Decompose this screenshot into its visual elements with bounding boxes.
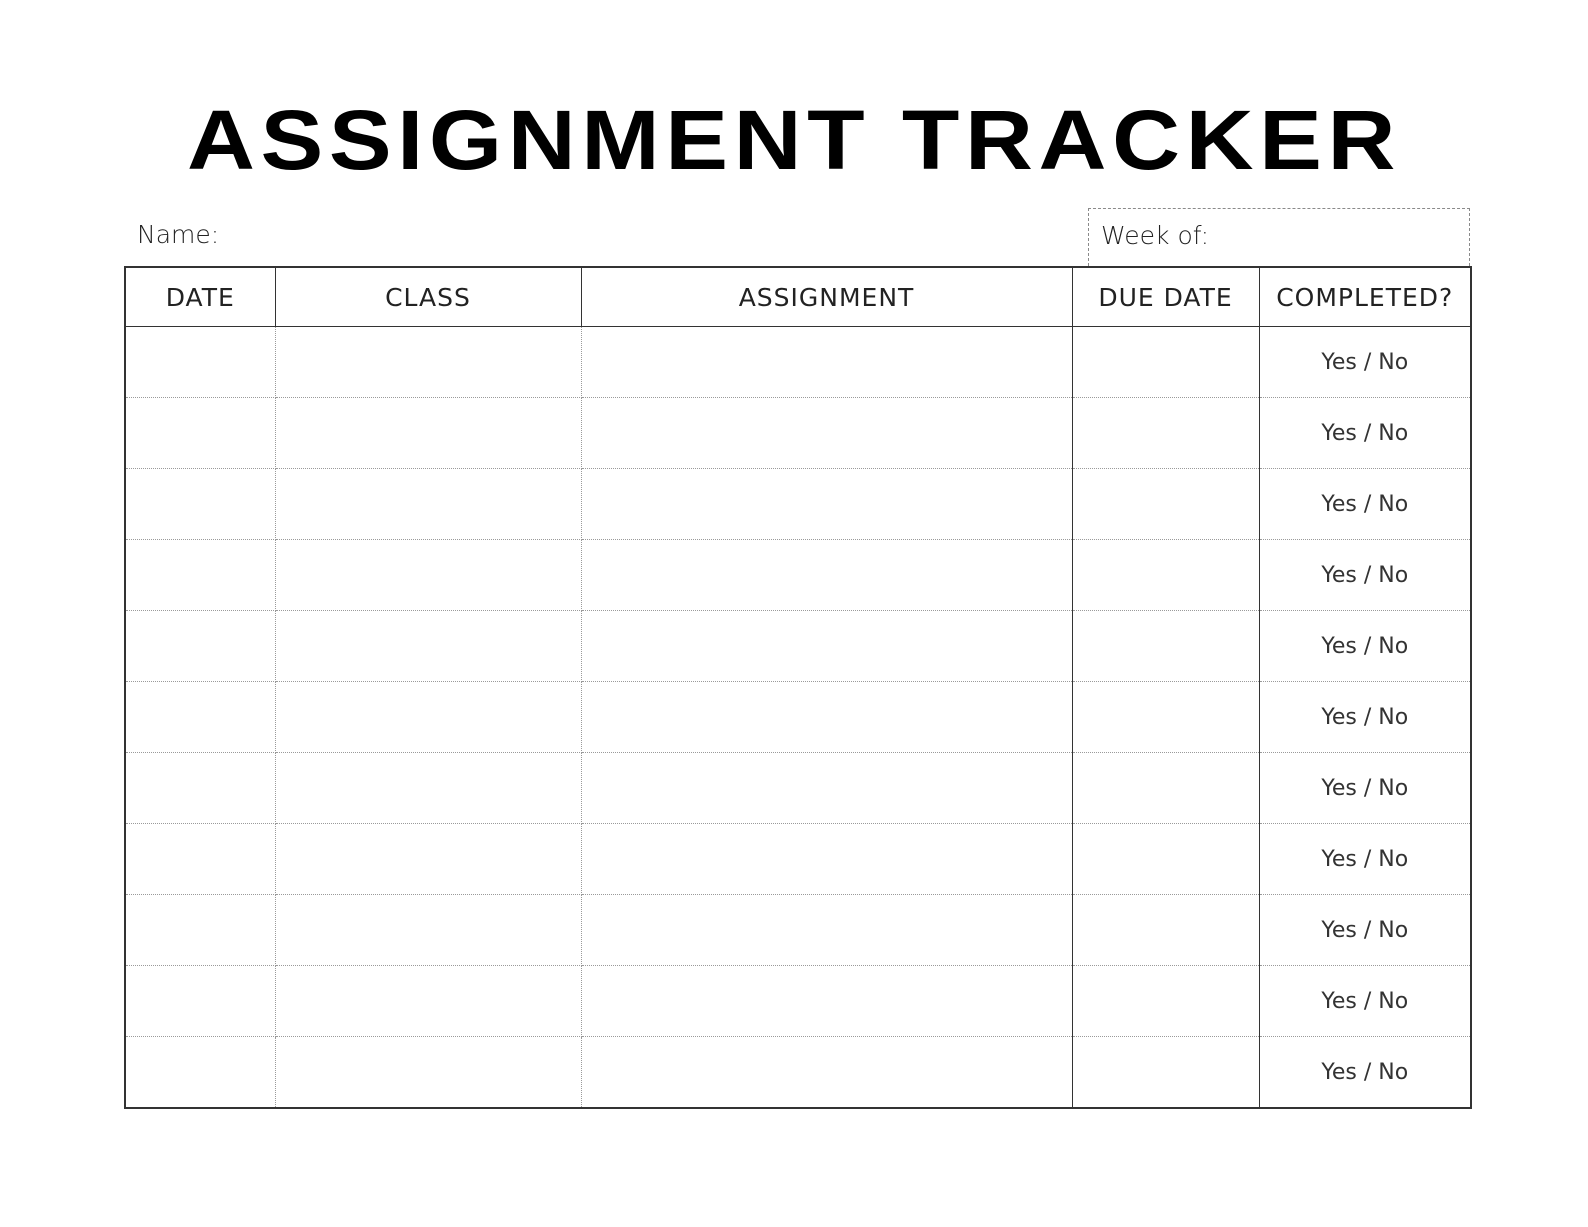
- class-cell[interactable]: [275, 327, 581, 398]
- table-row: [125, 895, 1471, 966]
- table-row: [125, 469, 1471, 540]
- assignment-cell[interactable]: [581, 1037, 1072, 1109]
- assignment-cell[interactable]: [581, 682, 1072, 753]
- week-of-label: Week of:: [1101, 221, 1210, 250]
- date-cell[interactable]: [125, 469, 275, 540]
- class-cell[interactable]: [275, 966, 581, 1037]
- table-row: [125, 966, 1471, 1037]
- date-cell[interactable]: [125, 327, 275, 398]
- table-row: [125, 682, 1471, 753]
- date-cell[interactable]: [125, 611, 275, 682]
- class-cell[interactable]: [275, 398, 581, 469]
- page-title: ASSIGNMENT TRACKER: [186, 93, 1402, 187]
- class-cell[interactable]: [275, 1037, 581, 1109]
- week-of-field[interactable]: [1088, 208, 1470, 266]
- class-cell[interactable]: [275, 540, 581, 611]
- completed-cell[interactable]: Yes / No: [1259, 469, 1471, 540]
- date-cell[interactable]: [125, 824, 275, 895]
- class-cell[interactable]: [275, 895, 581, 966]
- due-date-cell[interactable]: [1072, 398, 1259, 469]
- completed-cell[interactable]: Yes / No: [1259, 540, 1471, 611]
- table-row: [125, 398, 1471, 469]
- class-cell[interactable]: [275, 611, 581, 682]
- assignment-cell[interactable]: [581, 753, 1072, 824]
- due-date-cell[interactable]: [1072, 327, 1259, 398]
- completed-cell[interactable]: Yes / No: [1259, 895, 1471, 966]
- date-cell[interactable]: [125, 966, 275, 1037]
- date-cell[interactable]: [125, 753, 275, 824]
- table-row: [125, 327, 1471, 398]
- date-cell[interactable]: [125, 398, 275, 469]
- header-assignment: ASSIGNMENT: [581, 267, 1072, 327]
- due-date-cell[interactable]: [1072, 895, 1259, 966]
- due-date-cell[interactable]: [1072, 824, 1259, 895]
- class-cell[interactable]: [275, 753, 581, 824]
- due-date-cell[interactable]: [1072, 611, 1259, 682]
- table-row: [125, 540, 1471, 611]
- completed-cell[interactable]: Yes / No: [1259, 682, 1471, 753]
- table-row: [125, 753, 1471, 824]
- assignment-cell[interactable]: [581, 895, 1072, 966]
- due-date-cell[interactable]: [1072, 966, 1259, 1037]
- completed-cell[interactable]: Yes / No: [1259, 966, 1471, 1037]
- due-date-cell[interactable]: [1072, 1037, 1259, 1109]
- header-class: CLASS: [275, 267, 581, 327]
- header-completed: COMPLETED?: [1259, 267, 1471, 327]
- assignment-cell[interactable]: [581, 611, 1072, 682]
- completed-cell[interactable]: Yes / No: [1259, 398, 1471, 469]
- date-cell[interactable]: [125, 895, 275, 966]
- assignment-cell[interactable]: [581, 469, 1072, 540]
- table-header-row: [125, 267, 1471, 327]
- due-date-cell[interactable]: [1072, 682, 1259, 753]
- table-row: [125, 611, 1471, 682]
- due-date-cell[interactable]: [1072, 753, 1259, 824]
- header-date: DATE: [125, 267, 275, 327]
- assignment-cell[interactable]: [581, 824, 1072, 895]
- table-row: [125, 1037, 1471, 1109]
- completed-cell[interactable]: Yes / No: [1259, 824, 1471, 895]
- table-row: [125, 824, 1471, 895]
- header-due-date: DUE DATE: [1072, 267, 1259, 327]
- assignment-cell[interactable]: [581, 966, 1072, 1037]
- class-cell[interactable]: [275, 682, 581, 753]
- date-cell[interactable]: [125, 1037, 275, 1109]
- due-date-cell[interactable]: [1072, 469, 1259, 540]
- class-cell[interactable]: [275, 824, 581, 895]
- assignment-cell[interactable]: [581, 398, 1072, 469]
- date-cell[interactable]: [125, 682, 275, 753]
- assignment-cell[interactable]: [581, 540, 1072, 611]
- completed-cell[interactable]: Yes / No: [1259, 753, 1471, 824]
- date-cell[interactable]: [125, 540, 275, 611]
- due-date-cell[interactable]: [1072, 540, 1259, 611]
- assignment-table: [124, 266, 1472, 1109]
- completed-cell[interactable]: Yes / No: [1259, 1037, 1471, 1109]
- name-field-label: Name:: [137, 220, 220, 249]
- class-cell[interactable]: [275, 469, 581, 540]
- completed-cell[interactable]: Yes / No: [1259, 611, 1471, 682]
- completed-cell[interactable]: Yes / No: [1259, 327, 1471, 398]
- assignment-cell[interactable]: [581, 327, 1072, 398]
